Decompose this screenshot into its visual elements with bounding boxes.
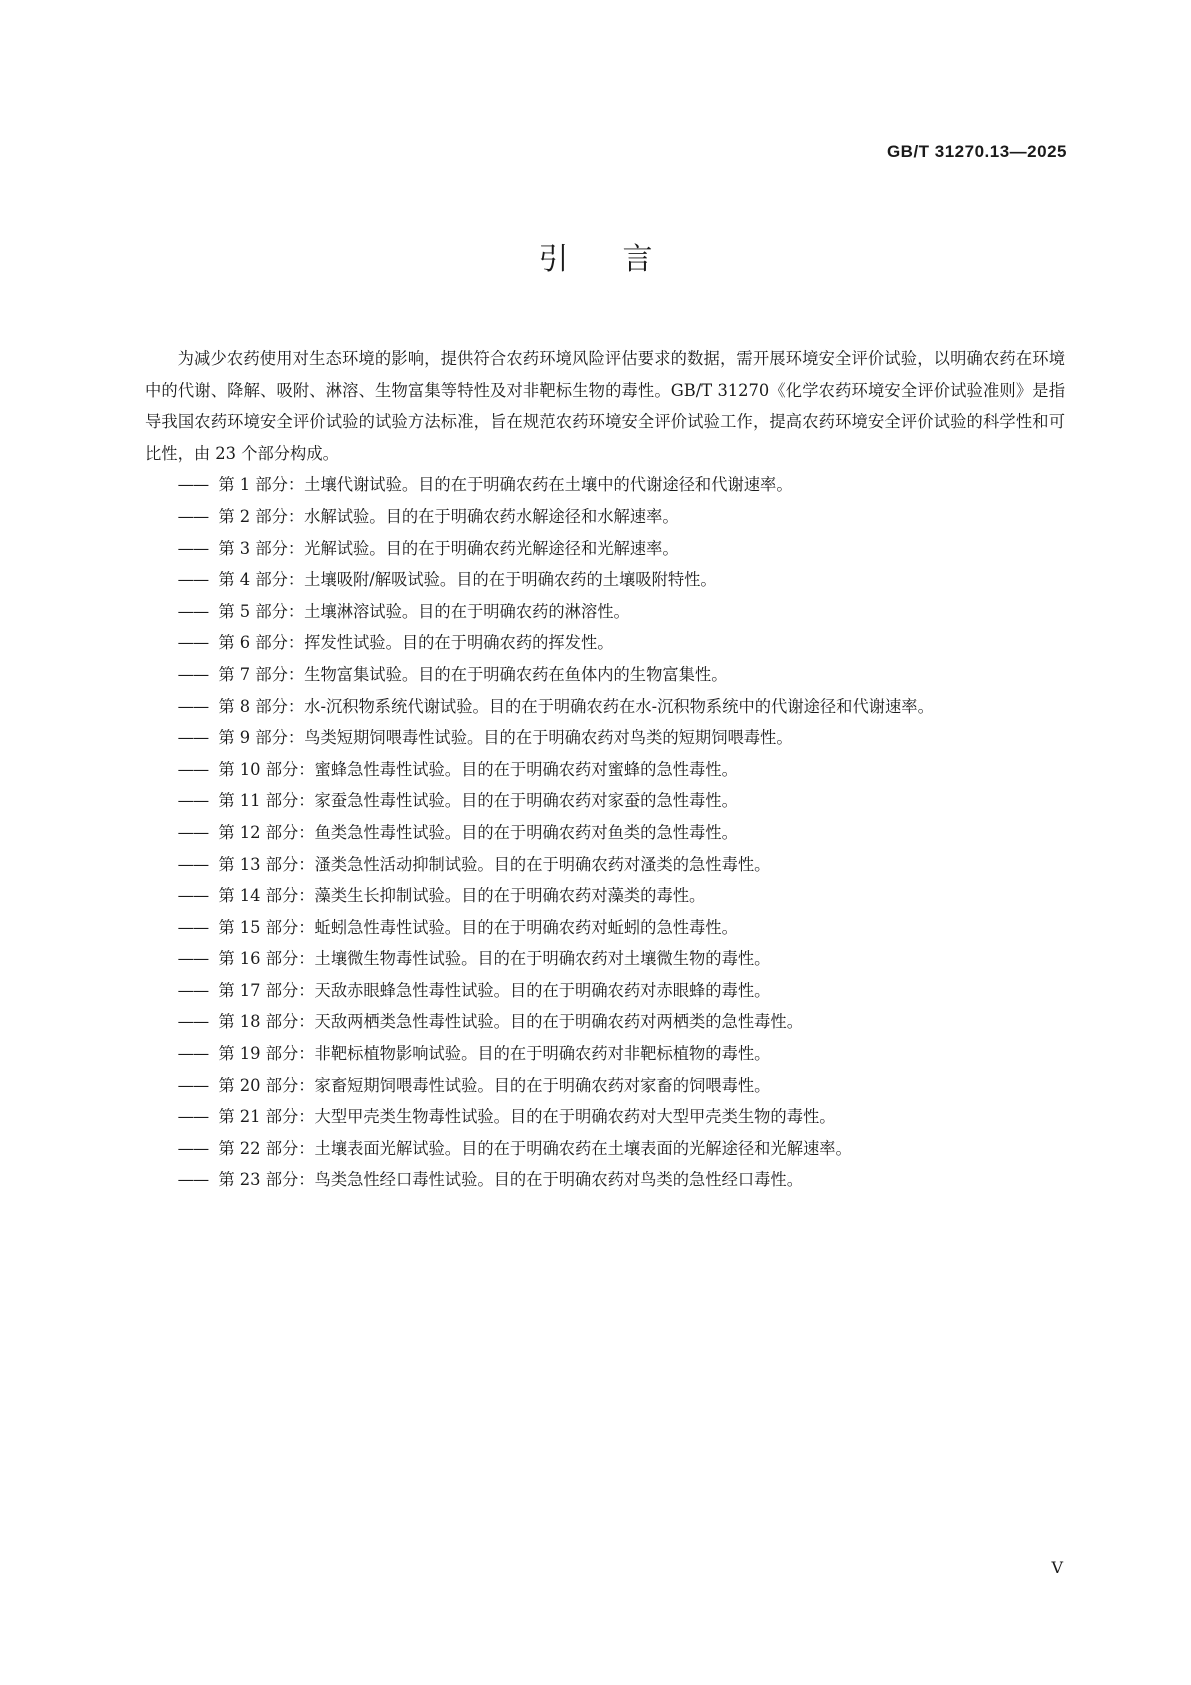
parts-list	[145, 469, 1065, 1196]
list-item	[145, 1006, 1065, 1038]
list-item-text: 第 19 部分：非靶标植物影响试验。目的在于明确农药对非靶标植物的毒性。	[218, 1044, 771, 1064]
list-dash: ——	[177, 601, 209, 621]
list-item	[145, 564, 1065, 596]
list-item-text: 第 22 部分：土壤表面光解试验。目的在于明确农药在土壤表面的光解途径和光解速率。	[218, 1138, 852, 1158]
list-item-text: 第 11 部分：家蚕急性毒性试验。目的在于明确农药对家蚕的急性毒性。	[218, 791, 738, 811]
list-item	[145, 785, 1065, 817]
list-item-text: 第 13 部分：溞类急性活动抑制试验。目的在于明确农药对溞类的急性毒性。	[218, 854, 771, 874]
list-item	[145, 469, 1065, 501]
list-item	[145, 1101, 1065, 1133]
list-item-text: 第 4 部分：土壤吸附/解吸试验。目的在于明确农药的土壤吸附特性。	[218, 570, 717, 590]
list-dash: ——	[177, 538, 209, 558]
list-item	[145, 754, 1065, 786]
list-item-text: 第 3 部分：光解试验。目的在于明确农药光解途径和光解速率。	[218, 538, 679, 558]
list-dash: ——	[177, 1138, 209, 1158]
list-item-text: 第 20 部分：家畜短期饲喂毒性试验。目的在于明确农药对家畜的饲喂毒性。	[218, 1075, 771, 1095]
list-item-text: 第 17 部分：天敌赤眼蜂急性毒性试验。目的在于明确农药对赤眼蜂的毒性。	[218, 980, 771, 1000]
list-item	[145, 627, 1065, 659]
list-item-text: 第 18 部分：天敌两栖类急性毒性试验。目的在于明确农药对两栖类的急性毒性。	[218, 1012, 803, 1032]
list-item-text: 第 12 部分：鱼类急性毒性试验。目的在于明确农药对鱼类的急性毒性。	[218, 822, 738, 842]
list-item-text: 第 23 部分：鸟类急性经口毒性试验。目的在于明确农药对鸟类的急性经口毒性。	[218, 1170, 803, 1190]
standard-code: GB/T 31270.13—2025	[886, 142, 1067, 161]
list-dash: ——	[177, 854, 209, 874]
list-item	[145, 943, 1065, 975]
list-item	[145, 501, 1065, 533]
list-item	[145, 880, 1065, 912]
list-item	[145, 1070, 1065, 1102]
list-dash: ——	[177, 980, 209, 1000]
list-dash: ——	[177, 1012, 209, 1032]
list-dash: ——	[177, 696, 209, 716]
page-title: 引言	[538, 242, 707, 277]
list-item-text: 第 10 部分：蜜蜂急性毒性试验。目的在于明确农药对蜜蜂的急性毒性。	[218, 759, 738, 779]
list-item-text: 第 21 部分：大型甲壳类生物毒性试验。目的在于明确农药对大型甲壳类生物的毒性。	[218, 1107, 836, 1127]
list-dash: ——	[177, 1044, 209, 1064]
list-item-text: 第 9 部分：鸟类短期饲喂毒性试验。目的在于明确农药对鸟类的短期饲喂毒性。	[218, 728, 793, 748]
list-item	[145, 912, 1065, 944]
list-dash: ——	[177, 917, 209, 937]
list-dash: ——	[177, 633, 209, 653]
list-item	[145, 533, 1065, 565]
list-dash: ——	[177, 664, 209, 684]
intro-paragraph: 为减少农药使用对生态环境的影响，提供符合农药环境风险评估要求的数据，需开展环境安全评价试验，以明确农药在环境中的代谢、降解、吸附、淋溶、生物富集等特性及对非靶标生物的毒性。GB/T 31270《化学农药环境安全评价试验准则》是指导我国农药环境安全评价试验的试验方法标准，旨在规范农药环境安全评价试验工作，提高农药环境安全评价试验的科学性和可比性，由 23 个部分构成。	[145, 349, 1065, 463]
list-item	[145, 1038, 1065, 1070]
list-dash: ——	[177, 1170, 209, 1190]
list-item	[145, 722, 1065, 754]
list-item	[145, 817, 1065, 849]
list-dash: ——	[177, 1107, 209, 1127]
list-item-text: 第 1 部分：土壤代谢试验。目的在于明确农药在土壤中的代谢途径和代谢速率。	[218, 475, 793, 495]
list-dash: ——	[177, 759, 209, 779]
list-item-text: 第 8 部分：水-沉积物系统代谢试验。目的在于明确农药在水-沉积物系统中的代谢途径和代谢速率。	[218, 696, 934, 716]
list-item-text: 第 15 部分：蚯蚓急性毒性试验。目的在于明确农药对蚯蚓的急性毒性。	[218, 917, 738, 937]
list-dash: ——	[177, 949, 209, 969]
list-item	[145, 849, 1065, 881]
list-item	[145, 1164, 1065, 1196]
list-dash: ——	[177, 886, 209, 906]
list-item	[145, 691, 1065, 723]
page-number: V	[1051, 1558, 1063, 1577]
list-item	[145, 1133, 1065, 1165]
list-dash: ——	[177, 570, 209, 590]
list-item-text: 第 6 部分：挥发性试验。目的在于明确农药的挥发性。	[218, 633, 614, 653]
list-item-text: 第 5 部分：土壤淋溶试验。目的在于明确农药的淋溶性。	[218, 601, 630, 621]
list-dash: ——	[177, 475, 209, 495]
list-item-text: 第 16 部分：土壤微生物毒性试验。目的在于明确农药对土壤微生物的毒性。	[218, 949, 771, 969]
list-dash: ——	[177, 791, 209, 811]
list-dash: ——	[177, 1075, 209, 1095]
list-dash: ——	[177, 506, 209, 526]
list-dash: ——	[177, 822, 209, 842]
document-body	[145, 343, 1065, 1196]
list-item-text: 第 2 部分：水解试验。目的在于明确农药水解途径和水解速率。	[218, 506, 679, 526]
list-item	[145, 659, 1065, 691]
list-dash: ——	[177, 728, 209, 748]
list-item-text: 第 14 部分：藻类生长抑制试验。目的在于明确农药对藻类的毒性。	[218, 886, 706, 906]
list-item	[145, 596, 1065, 628]
list-item-text: 第 7 部分：生物富集试验。目的在于明确农药在鱼体内的生物富集性。	[218, 664, 728, 684]
list-item	[145, 975, 1065, 1007]
